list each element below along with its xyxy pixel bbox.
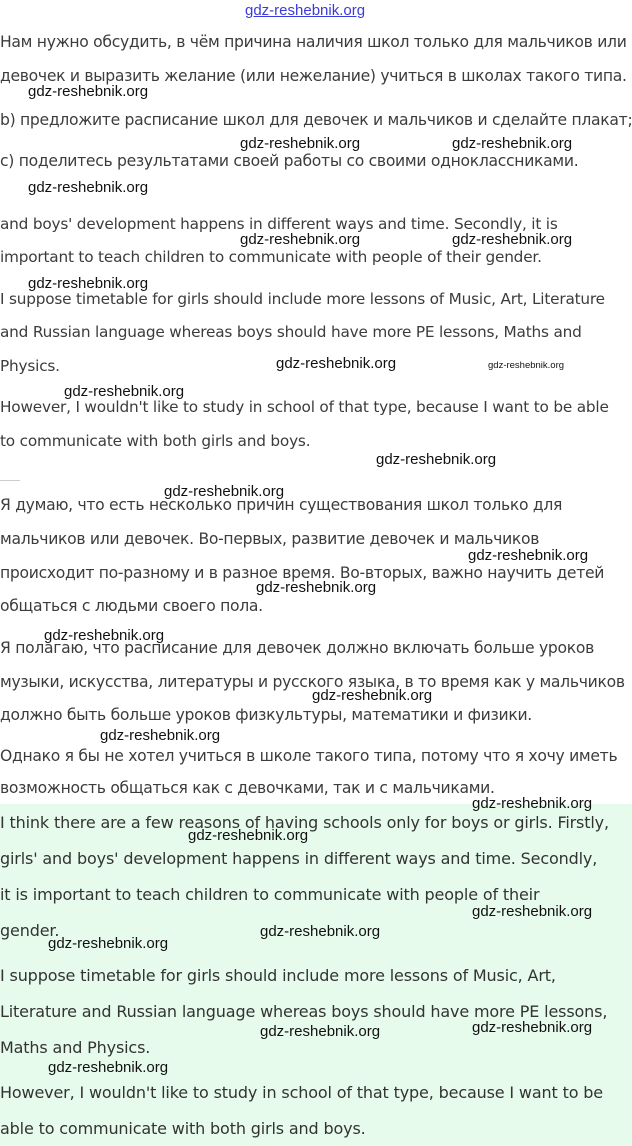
watermark: gdz-reshebnik.org [100, 727, 221, 744]
english-line: and Russian language whereas boys should have more PE lessons, Maths and [0, 323, 582, 341]
watermark: gdz-reshebnik.org [260, 1023, 381, 1040]
russian-line: Я полагаю, что расписание для девочек должно включать больше уроков [0, 639, 594, 657]
english-line: to communicate with both girls and boys. [0, 432, 311, 450]
english-line: important to teach children to communicate with people of their gender. [0, 248, 542, 266]
answer-line: girls' and boys' development happens in different ways and time. Secondly, [0, 849, 598, 868]
watermark: gdz-reshebnik.org [28, 83, 149, 100]
watermark: gdz-reshebnik.org [188, 827, 309, 844]
watermark: gdz-reshebnik.org [28, 275, 149, 292]
watermark: gdz-reshebnik.org [44, 627, 165, 644]
english-line: Physics. [0, 357, 60, 375]
russian-line: музыки, искусства, литературы и русского языка, в то время как у мальчиков [0, 673, 625, 691]
russian-line: возможность общаться как с девочками, так и с мальчиками. [0, 779, 495, 797]
watermark: gdz-reshebnik.org [472, 1019, 593, 1036]
answer-line: able to communicate with both girls and boys. [0, 1119, 366, 1138]
russian-line: происходит по-разному и в разное время. Во-вторых, важно научить детей [0, 564, 605, 582]
answer-line: Literature and Russian language whereas boys should have more PE lessons, [0, 1002, 608, 1021]
watermark: gdz-reshebnik.org [240, 231, 361, 248]
task-line: Нам нужно обсудить, в чём причина наличия школ только для мальчиков или [0, 33, 627, 51]
answer-line: I think there are a few reasons of having schools only for boys or girls. Firstly, [0, 813, 609, 832]
watermark: gdz-reshebnik.org [468, 547, 589, 564]
watermark: gdz-reshebnik.org [376, 451, 497, 468]
task-line: девочек и выразить желание (или нежелание) учиться в школах такого типа. [0, 67, 627, 85]
site-link[interactable]: gdz-reshebnik.org [245, 2, 366, 19]
watermark: gdz-reshebnik.org [28, 179, 149, 196]
watermark: gdz-reshebnik.org [260, 923, 381, 940]
answer-line: it is important to teach children to communicate with people of their [0, 885, 540, 904]
divider [0, 480, 20, 481]
russian-line: общаться с людьми своего пола. [0, 597, 263, 615]
answer-line: However, I wouldn't like to study in school of that type, because I want to be [0, 1083, 603, 1102]
watermark: gdz-reshebnik.org [452, 135, 573, 152]
watermark: gdz-reshebnik.org [472, 903, 593, 920]
russian-line: должно быть больше уроков физкультуры, математики и физики. [0, 706, 532, 724]
russian-line: Я думаю, что есть несколько причин существования школ только для [0, 496, 563, 514]
watermark: gdz-reshebnik.org [240, 135, 361, 152]
watermark: gdz-reshebnik.org [48, 935, 169, 952]
watermark: gdz-reshebnik.org [164, 483, 285, 500]
english-line: and boys' development happens in different ways and time. Secondly, it is [0, 215, 558, 233]
russian-line: мальчиков или девочек. Во-первых, развитие девочек и мальчиков [0, 530, 540, 548]
watermark: gdz-reshebnik.org [312, 687, 433, 704]
watermark: gdz-reshebnik.org [488, 360, 565, 371]
answer-line: I suppose timetable for girls should include more lessons of Music, Art, [0, 966, 556, 985]
answer-line: Maths and Physics. [0, 1038, 151, 1057]
watermark: gdz-reshebnik.org [276, 355, 397, 372]
russian-line: Однако я бы не хотел учиться в школе такого типа, потому что я хочу иметь [0, 747, 618, 765]
task-line: c) поделитесь результатами своей работы со своими одноклассниками. [0, 152, 579, 170]
watermark: gdz-reshebnik.org [64, 383, 185, 400]
watermark: gdz-reshebnik.org [256, 579, 377, 596]
english-line: I suppose timetable for girls should include more lessons of Music, Art, Literature [0, 290, 605, 308]
watermark: gdz-reshebnik.org [48, 1059, 169, 1076]
answer-line: gender. [0, 921, 60, 940]
watermark: gdz-reshebnik.org [472, 795, 593, 812]
english-line: However, I wouldn't like to study in school of that type, because I want to be able [0, 398, 609, 416]
task-line: b) предложите расписание школ для девочек и мальчиков и сделайте плакат; [0, 111, 632, 129]
watermark: gdz-reshebnik.org [452, 231, 573, 248]
